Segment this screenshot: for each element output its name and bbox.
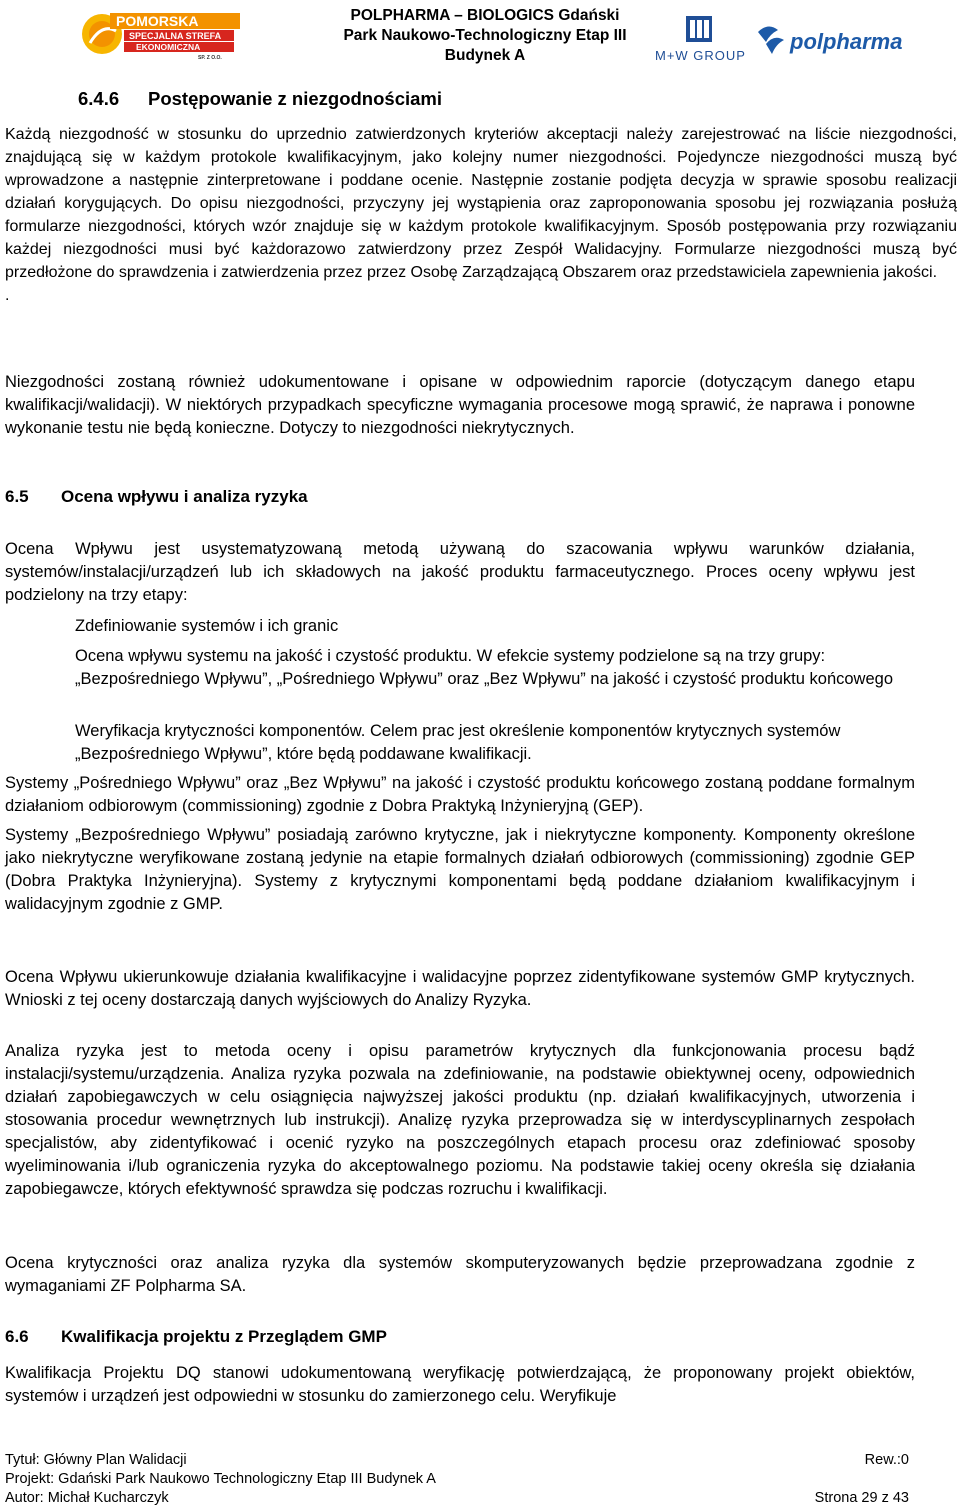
heading-number: 6.4.6: [78, 88, 120, 109]
computerized-systems-body: [5, 1252, 915, 1298]
impact-step-1: Zdefiniowanie systemów i ich granic: [75, 617, 339, 635]
risk-analysis-paragraph: Analiza ryzyka jest to metoda oceny i opisu parametrów krytycznych dla funkcjonowania procesu bądź instalacji/systemu/urządzenia. Analiza ryzyka pozwala na zdefiniowanie, na podstawie obiektywnej oceny, odpowiednich działań zapobiegawczych w celu osiągnięcia najwyższej jakości produktu (np. działań kwalifikacyjnych, utworzenia i stosowania procedur wewnętrznych lub instrukcji). Analizę ryzyka przeprowadza się w interdyscyplinarnych zespołach specjalistów, aby zidentyfikować i ocenić ryzyko na poszczególnych etapach procesu oraz zdefiniować sposoby wyeliminowania i/lub ograniczenia ryzyka do akceptowalnego poziomu. Na podstawie takiej oceny określa się działania zapobiegawcze, których efektywność sprawdza się podczas rozruchu i kwalifikacji.: [5, 1042, 915, 1198]
heading-title: Ocena wpływu i analiza ryzyka: [61, 487, 308, 506]
heading-number: 6.6: [5, 1327, 29, 1346]
header-line-1: POLPHARMA – BIOLOGICS Gdański: [350, 7, 620, 24]
impact-systems-body: [5, 772, 915, 916]
indirect-systems-paragraph: Systemy „Pośredniego Wpływu” oraz „Bez Wpływu” na jakość i czystość produktu końcowego zostaną poddane formalnym działaniom odbiorowym (commissioning) zgodnie z Dobra Praktyką Inżynieryjną (GEP).: [5, 774, 915, 815]
logo-left-line2: SPECJALNA STREFA: [129, 31, 222, 41]
impact-step-2: Ocena wpływu systemu na jakość i czystość produktu. W efekcie systemy podzielone są na trzy grupy: „Bezpośredniego Wpływu”, „Pośredniego Wpływu” oraz „Bez Wpływu” na jakość i czystość produktu końcowego: [75, 647, 894, 688]
footer-row-project: [5, 1470, 915, 1489]
impact-conclusion-body: [5, 966, 915, 1012]
footer-row-title: [5, 1451, 915, 1470]
polpharma-logo: [752, 20, 952, 64]
header-line-3: Budynek A: [444, 47, 526, 64]
page-footer: [5, 1451, 915, 1508]
heading-6-5: [5, 487, 308, 507]
heading-title: Postępowanie z niezgodnościami: [148, 88, 442, 109]
impact-step-3: Weryfikacja krytyczności komponentów. Celem prac jest określenie komponentów krytycznych systemów „Bezpośredniego Wpływu”, które będą poddawane kwalifikacji.: [75, 722, 841, 763]
stray-dot: .: [5, 287, 10, 304]
design-qualification-paragraph: Kwalifikacja Projektu DQ stanowi udokumentowaną weryfikację potwierdzającą, że proponowany projekt obiektów, systemów i urządzeń jest odpowiedni w stosunku do zamierzonego celu. Weryfikuje: [5, 1364, 915, 1405]
footer-author: Autor: Michał Kucharczyk: [5, 1490, 169, 1506]
logo-left-line1: POMORSKA: [116, 13, 199, 29]
section-6-4-6-body: [5, 123, 957, 307]
design-qualification-body: [5, 1362, 915, 1408]
page-header: [0, 0, 960, 80]
logo-left-line3: EKONOMICZNA: [136, 42, 201, 52]
list-item: [75, 720, 915, 766]
header-line-2: Park Naukowo-Technologiczny Etap III: [343, 27, 627, 44]
heading-6-4-6: [78, 88, 442, 110]
mw-group-logo: [652, 12, 746, 64]
nonconformity-paragraph-2: Niezgodności zostaną również udokumentowane i opisane w odpowiednim raporcie (dotyczącym danego etapu kwalifikacji/walidacji). W niektórych przypadkach specyficzne wymagania procesowe mogą sprawić, że naprawa i ponowne wykonanie testu nie będą konieczne. Dotyczy to niezgodności niekrytycznych.: [5, 373, 915, 437]
footer-title: Tytuł: Główny Plan Walidacji: [5, 1452, 187, 1468]
pomorska-strefa-logo: [80, 3, 245, 65]
impact-conclusion-paragraph: Ocena Wpływu ukierunkowuje działania kwalifikacyjne i walidacyjne poprzez zidentyfikowane systemów GMP krytycznych. Wnioski z tej oceny dostarczają danych wyjściowych do Analizy Ryzyka.: [5, 968, 915, 1009]
footer-project: Projekt: Gdański Park Naukowo Technologiczny Etap III Budynek A: [5, 1471, 436, 1487]
nonconformity-paragraph-1: Każdą niezgodność w stosunku do uprzednio zatwierdzonych kryteriów akceptacji należy zarejestrować na liście niezgodności, znajdującą się w każdym protokole kwalifikacyjnym, jako kolejny numer niezgodności. Pojedyncze niezgodności muszą być wprowadzone a następnie zinterpretowane i poddane ocenie. Następnie zostanie podjęta decyzja w sprawie sposobu realizacji działań korygujących. Do opisu niezgodności, przyczyny jej wystąpienia oraz zaproponowania sposobu jej rozwiązania posłużą formularze niezgodności, których wzór znajduje się w każdym protokole kwalifikacyjnym. Sposób postępowania przy rozwiązaniu każdej niezgodności musi być każdorazowo zatwierdzony przez Zespół Walidacyjny. Formularze niezgodności muszą być przedłożone do sprawdzenia i zatwierdzenia przez przez Osobę Zarządzającą Obszarem oraz przedstawiciela zapewnienia jakości.: [5, 126, 957, 281]
heading-title: Kwalifikacja projektu z Przeglądem GMP: [61, 1327, 387, 1346]
list-item: [75, 615, 915, 638]
section-6-4-6-body-2: [5, 371, 915, 440]
polpharma-logo-text: polpharma: [790, 29, 903, 54]
heading-number: 6.5: [5, 487, 29, 506]
impact-assessment-intro: [5, 538, 915, 607]
risk-analysis-body: [5, 1040, 915, 1201]
header-document-title: [330, 6, 640, 66]
direct-systems-paragraph: Systemy „Bezpośredniego Wpływu” posiadają zarówno krytyczne, jak i niekrytyczne komponenty. Komponenty określone jako niekrytyczne weryfikowane zostaną jedynie na etapie formalnych działań odbiorowych (commissioning) zgodnie GEP (Dobra Praktyka Inżynieryjna). Systemy z krytycznymi komponentami będą poddane działaniom kwalifikacyjnym i walidacyjnym zgodnie z GMP.: [5, 826, 915, 913]
mw-logo-text: M+W GROUP: [655, 48, 746, 63]
footer-page-number: Strona 29 z 43: [814, 1490, 909, 1506]
footer-revision: Rew.:0: [864, 1452, 909, 1468]
impact-intro-paragraph: Ocena Wpływu jest usystematyzowaną metodą używaną do szacowania wpływu warunków działania, systemów/instalacji/urządzeń lub ich składowych na jakość produktu farmaceutycznego. Proces oceny wpływu jest podzielony na trzy etapy:: [5, 540, 915, 604]
logo-left-line4: SP. Z O.O.: [198, 55, 222, 61]
computerized-systems-paragraph: Ocena krytyczności oraz analiza ryzyka dla systemów skomputeryzowanych będzie przeprowadzana zgodnie z wymaganiami ZF Polpharma SA.: [5, 1254, 915, 1295]
heading-6-6: [5, 1327, 387, 1347]
list-item: [75, 645, 915, 691]
footer-row-author: [5, 1489, 915, 1508]
